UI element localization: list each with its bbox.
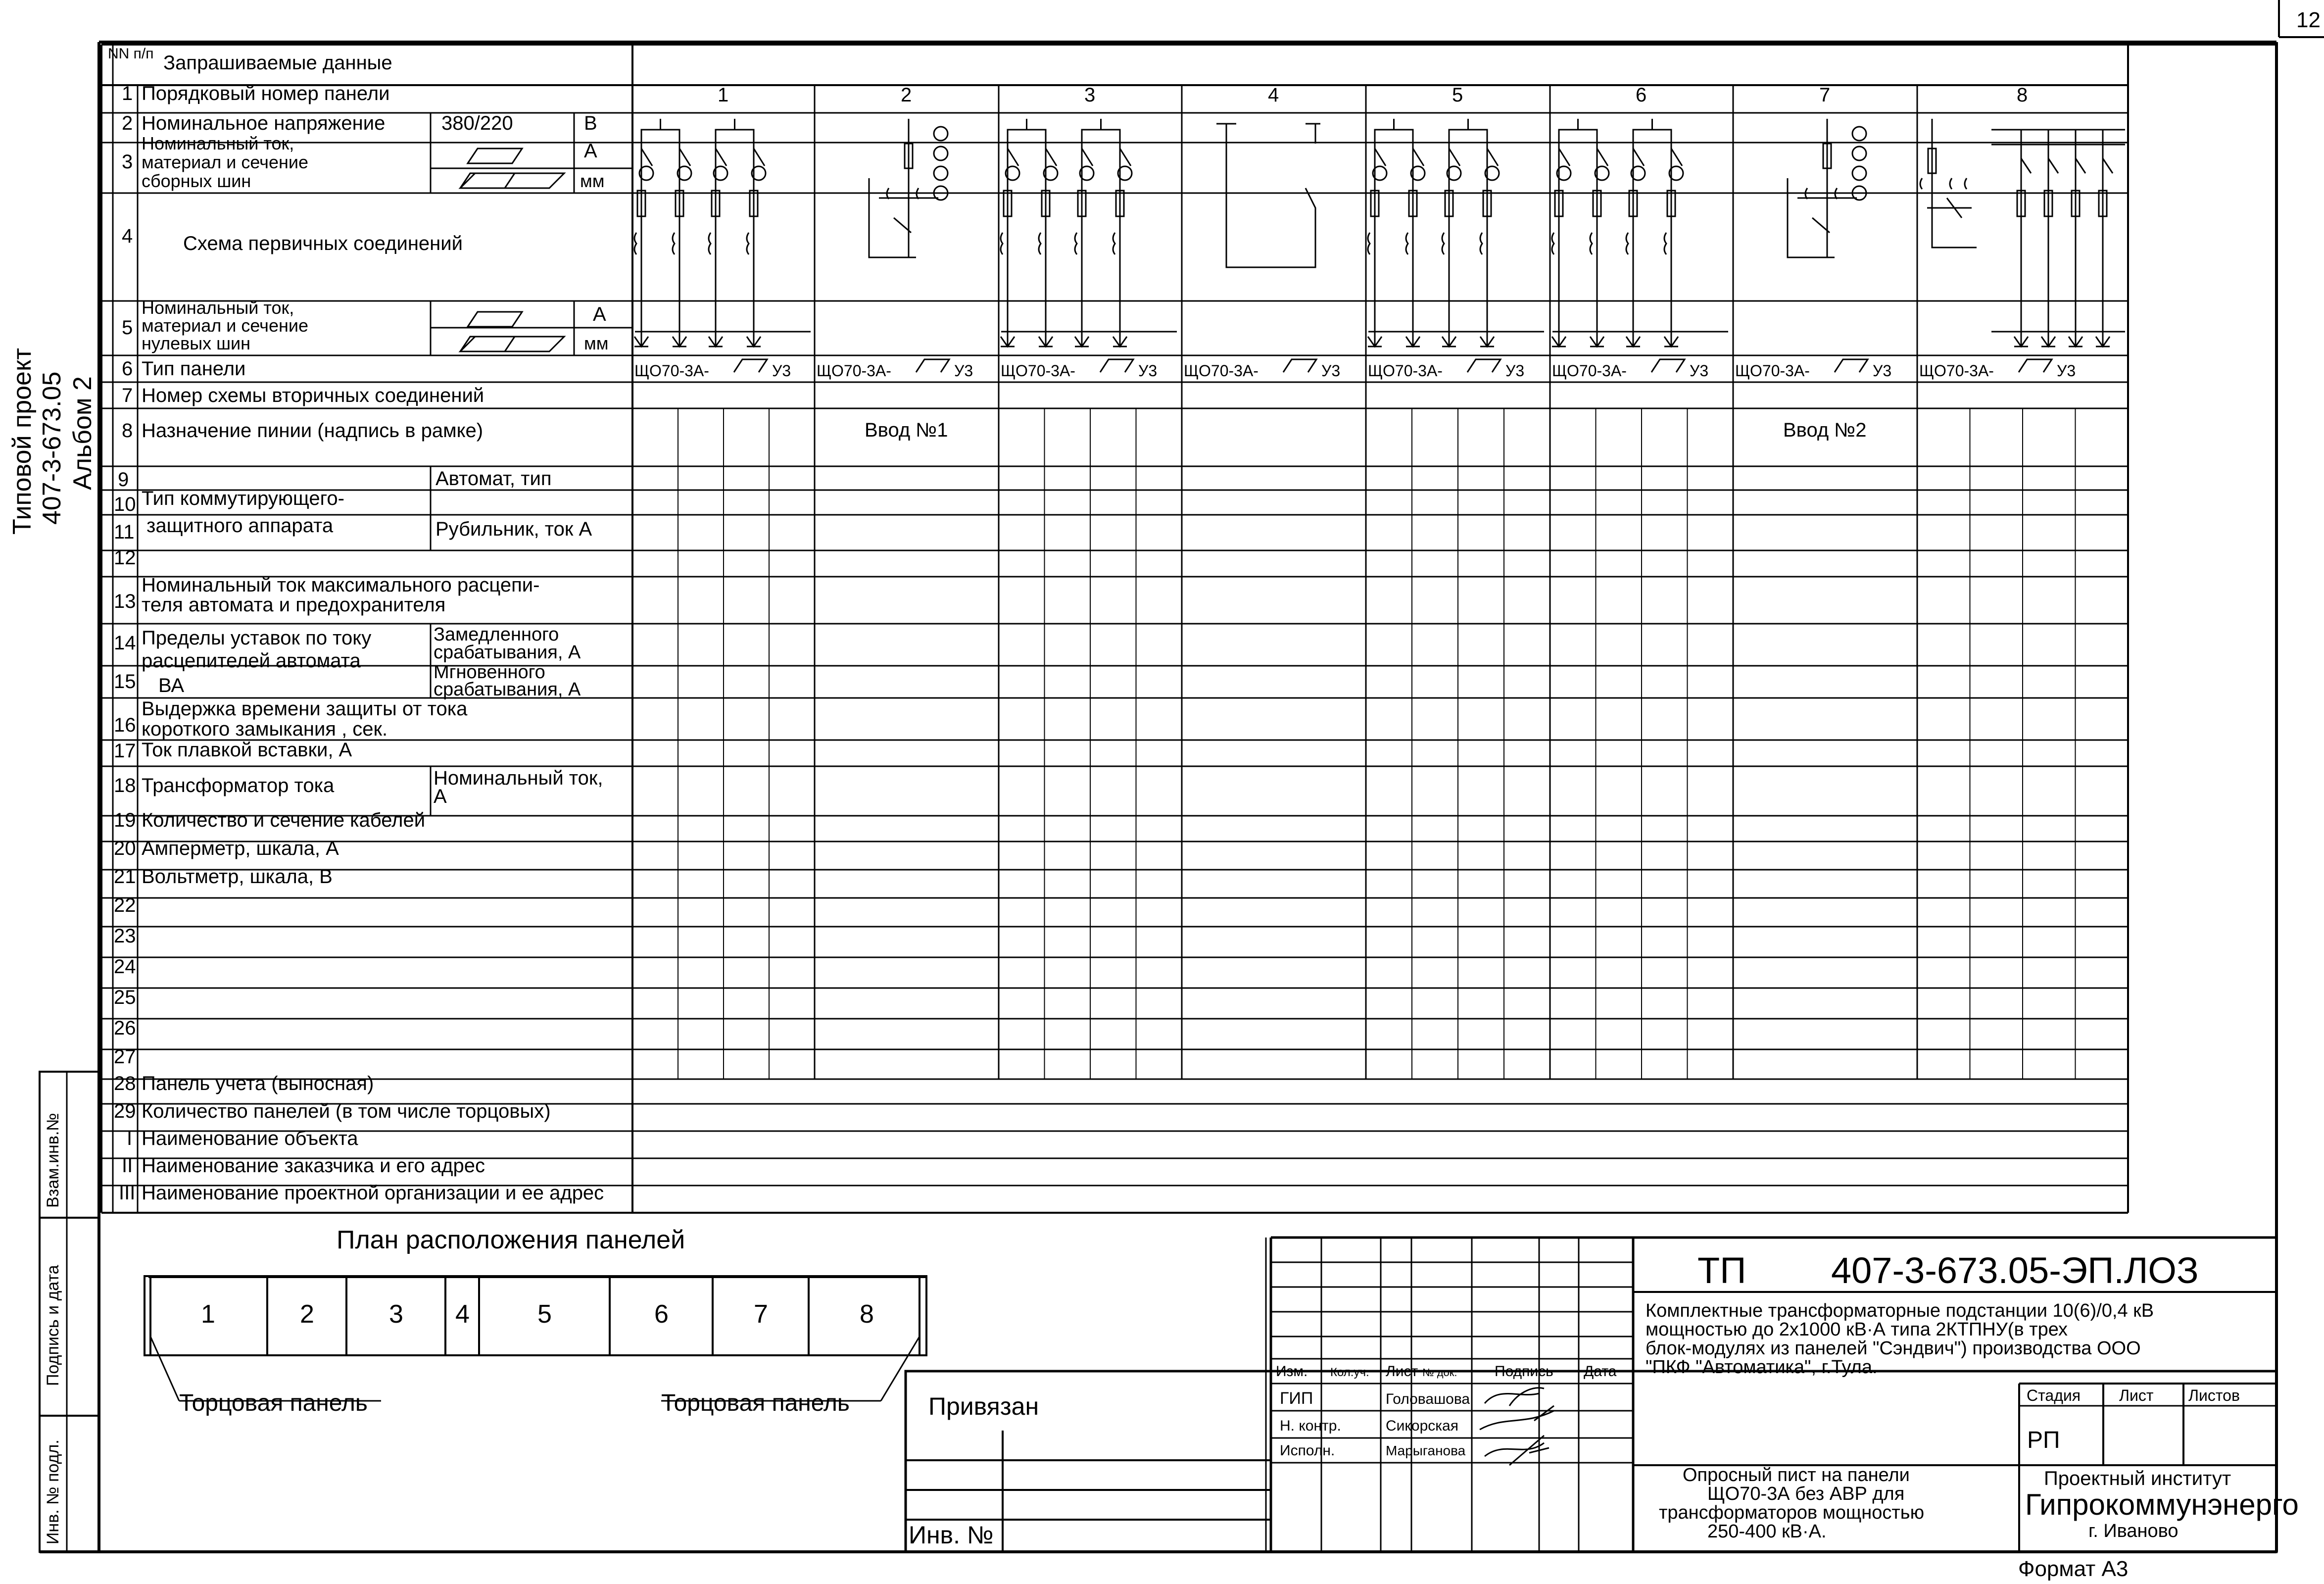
row-label: нулевых шин [142, 333, 250, 353]
table-header: Запрашиваемые данные [163, 52, 392, 74]
panel-u3: У3 [2057, 362, 2076, 380]
grid-line [2021, 158, 2031, 173]
stamp-stage-value: РП [2027, 1427, 2060, 1453]
type-slot [734, 359, 767, 372]
plan-cell: 8 [860, 1300, 874, 1329]
grid-line [1375, 148, 1386, 166]
ct-icon [1664, 233, 1666, 254]
page-number: 12 [2296, 8, 2321, 32]
plan-title: План расположения панелей [337, 1226, 685, 1254]
leader-line [881, 1336, 920, 1401]
voltmeter-icon [934, 127, 948, 141]
row-label: Тип панели [142, 358, 246, 380]
grid-line [1046, 148, 1057, 166]
row-number: 22 [114, 894, 136, 916]
stamp-tp: ТП [1697, 1250, 1746, 1291]
grid-line [716, 148, 726, 166]
row-label: ВА [158, 675, 185, 696]
bus-bracket [1633, 119, 1671, 148]
bus-bracket [641, 119, 679, 148]
panel-u3: У3 [1505, 362, 1525, 380]
type-slot [1467, 359, 1501, 372]
ct-icon [1075, 233, 1077, 254]
grid-line [1413, 148, 1424, 166]
ct-icon [1001, 233, 1003, 254]
panel-number: 1 [718, 84, 729, 106]
panel-number: 6 [1636, 84, 1647, 106]
bus-bracket [1375, 119, 1413, 148]
role-gip: ГИП [1280, 1389, 1313, 1408]
row-label: Наименование объекта [142, 1128, 358, 1149]
panel-u3: У3 [1321, 362, 1341, 380]
grid-line [2048, 158, 2058, 173]
row-label: Количество панелей (в том числе торцовых) [142, 1100, 551, 1122]
row-label: сборных шин [142, 171, 251, 191]
sub-label: А [434, 786, 447, 807]
row-number: 2 [122, 112, 133, 134]
panel-type: ЩО70-3А- [1552, 362, 1627, 380]
row-number: 5 [122, 317, 133, 339]
bus-bracket [1008, 119, 1046, 148]
grid-line [1633, 148, 1644, 166]
input-box [468, 148, 522, 163]
unit-a: А [593, 303, 606, 325]
stamp-code: 407-3-673.05-ЭП.ЛОЗ [1831, 1250, 2199, 1291]
plan-cell: 3 [389, 1300, 403, 1329]
row-label: расцепителей автомата [142, 650, 361, 672]
side-podpis-data: Подпись и дата [44, 1265, 62, 1386]
row-number: 13 [114, 591, 136, 612]
side-vzam: Взам.инв.№ [44, 1113, 62, 1208]
ct-icon [634, 233, 636, 254]
unit-mm: мм [584, 333, 609, 353]
row-label: короткого замыкания , сек. [142, 718, 388, 740]
row-number: 3 [122, 151, 133, 173]
row-label: защитного аппарата [146, 515, 334, 537]
row-label: Выдержка времени защиты от тока [142, 698, 468, 720]
row-label: Количество и сечение кабелей [142, 809, 426, 831]
stamp-desc2: мощностью до 2х1000 кВ·А типа 2КТПНУ(в трех [1646, 1319, 2068, 1340]
row-number: 15 [114, 671, 136, 693]
unit-mm: мм [580, 171, 605, 191]
grid-line [1597, 148, 1608, 166]
col-podpis: Подпись [1495, 1363, 1553, 1380]
panel-type: ЩО70-3А- [1919, 362, 1994, 380]
panel-u3: У3 [1690, 362, 1709, 380]
stamp-stadiya: Стадия [2027, 1386, 2081, 1404]
row-number: 20 [114, 838, 136, 859]
row-label: Пределы уставок по току [142, 627, 372, 649]
stamp-desc4: "ПКФ "Автоматика", г.Тула. [1646, 1357, 1878, 1378]
panel-number: 7 [1819, 84, 1831, 106]
plan-cell: 7 [754, 1300, 768, 1329]
ct-icon [1480, 233, 1482, 254]
row-number: 16 [114, 714, 136, 736]
row-number: 6 [122, 358, 133, 380]
voltmeter-icon [1852, 127, 1866, 141]
plan-right-label: Торцовая панель [661, 1390, 850, 1416]
row-label: материал и сечение [142, 315, 308, 336]
panel-u3: У3 [1873, 362, 1892, 380]
stamp-desc1: Комплектные трансформаторные подстанции 10(6)/0,4 кВ [1646, 1300, 2154, 1321]
bus-bracket [1559, 119, 1597, 148]
row-label: Номинальное напряжение [142, 112, 386, 134]
name-ispoln: Марыганова [1386, 1443, 1466, 1458]
bus-bracket [1082, 119, 1120, 148]
stamp-doc1: Опросный пист на панели [1683, 1465, 1910, 1485]
panel-number: 2 [901, 84, 912, 106]
grid-line [1487, 148, 1498, 166]
leader-line [150, 1336, 179, 1401]
grid-line [1559, 148, 1570, 166]
plan-left-label: Торцовая панель [179, 1390, 368, 1416]
stamp-inst1: Проектный институт [2044, 1468, 2231, 1489]
grid-line [1449, 148, 1460, 166]
panel-purpose: Ввод №2 [1783, 419, 1867, 441]
panel-type: ЩО70-3А- [1184, 362, 1259, 380]
ct-icon [1590, 233, 1592, 254]
ammeter-icon [1852, 147, 1866, 160]
row-number: II [122, 1155, 133, 1177]
stamp-inv: Инв. № [909, 1521, 994, 1549]
sub-label: Рубильник, ток А [436, 518, 592, 540]
stamp-inst2: Гипрокоммунэнерго [2025, 1488, 2299, 1521]
grid-line [1008, 148, 1018, 166]
grid-line [679, 148, 690, 166]
row-label: Панель учета (выносная) [142, 1073, 374, 1094]
panel-type: ЩО70-3А- [1001, 362, 1075, 380]
grid-line [1082, 148, 1093, 166]
row-label: Порядковый номер панели [142, 83, 390, 104]
row-number: 11 [114, 521, 135, 543]
stamp-inst3: г. Иваново [2088, 1521, 2179, 1541]
ct-icon [1406, 233, 1408, 254]
panel-type: ЩО70-3А- [817, 362, 891, 380]
row-label: Наименование проектной организации и ее адрес [142, 1182, 604, 1204]
row-label: Схема первичных соединений [183, 233, 463, 254]
stamp-doc4: 250-400 кВ·А. [1707, 1521, 1827, 1542]
col-list: Лист [1386, 1363, 1418, 1380]
voltage-value: 380/220 [441, 112, 513, 134]
row-number: 24 [114, 956, 136, 978]
row-number: 9 [118, 469, 129, 491]
ct-icon [673, 233, 675, 254]
grid-line [641, 148, 652, 166]
row-number: 21 [114, 866, 136, 888]
row-number: III [119, 1182, 136, 1204]
plan-cell: 4 [455, 1300, 470, 1329]
row-number: 17 [114, 740, 136, 762]
panel-purpose: Ввод №1 [865, 419, 948, 441]
stamp-privyazan: Привязан [928, 1392, 1039, 1420]
row-number: 26 [114, 1017, 136, 1039]
side-project-line1: Типовой проект [8, 347, 37, 535]
type-slot [1651, 359, 1685, 372]
stamp-list: Лист [2119, 1386, 2154, 1404]
nn-header: NN п/п [108, 46, 154, 62]
role-ispoln: Исполн. [1280, 1442, 1335, 1459]
plan-cell: 2 [300, 1300, 314, 1329]
row-number: 29 [114, 1100, 136, 1122]
plan-cell: 6 [654, 1300, 669, 1329]
type-slot [1283, 359, 1316, 372]
row-number: 1 [122, 83, 133, 104]
type-slot [1100, 359, 1133, 372]
type-slot [916, 359, 949, 372]
ct-icon [1552, 233, 1554, 254]
role-nkontr: Н. контр. [1280, 1418, 1341, 1434]
panel-u3: У3 [1138, 362, 1158, 380]
ammeter-icon [934, 166, 948, 180]
col-izm: Изм. [1276, 1363, 1308, 1380]
sub-label: Замедленного [434, 624, 559, 645]
sub-label: Номинальный ток, [434, 767, 603, 789]
ct-icon [709, 233, 711, 254]
row-label: материал и сечение [142, 152, 308, 172]
stamp-format: Формат А3 [2018, 1557, 2129, 1581]
input-box [460, 337, 564, 351]
grid-line [2103, 158, 2113, 173]
row-label: теля автомата и предохранителя [142, 594, 446, 616]
row-number: 23 [114, 925, 136, 947]
row-number: 28 [114, 1073, 136, 1094]
row-label: Вольтметр, шкала, В [142, 866, 333, 888]
row-number: I [127, 1128, 133, 1149]
plan-cell: 1 [201, 1300, 215, 1329]
name-nkontr: Сикорская [1386, 1418, 1458, 1434]
sub-label: срабатывания, А [434, 642, 581, 663]
type-slot [1835, 359, 1868, 372]
grid-line [2076, 158, 2085, 173]
sub-label: Автомат, тип [436, 468, 552, 490]
panel-u3: У3 [954, 362, 973, 380]
switch-icon [1927, 119, 1977, 248]
panel-u3: У3 [772, 362, 791, 380]
signatures [1480, 1388, 1554, 1465]
row-number: 25 [114, 987, 136, 1008]
stamp-desc3: блок-модулях из панелей "Сэндвич") производства ООО [1646, 1338, 2141, 1359]
ct-icon [1039, 233, 1041, 254]
ct-icon [1920, 178, 1967, 189]
row-label: Тип коммутирующего- [142, 488, 344, 509]
row-label: Номер схемы вторичных соединений [142, 385, 484, 406]
grid-line [754, 148, 765, 166]
row-number: 18 [114, 775, 136, 796]
type-slot [2019, 359, 2052, 372]
voltage-unit: В [584, 112, 597, 134]
sub-label: Мгновенного [434, 662, 545, 683]
ct-icon [1626, 233, 1628, 254]
row-label: Номинальный ток, [142, 133, 294, 153]
ct-icon [1442, 233, 1444, 254]
row-label: Амперметр, шкала, А [142, 838, 339, 859]
bus-bracket [716, 119, 754, 148]
row-number: 10 [114, 494, 136, 515]
sectional-switch-icon [1216, 124, 1320, 267]
row-label: Номинальный ток, [142, 297, 294, 318]
side-album: Альбом 2 [68, 376, 97, 490]
ammeter-icon [1852, 166, 1866, 180]
panel-type: ЩО70-3А- [1368, 362, 1443, 380]
row-number: 8 [122, 420, 133, 442]
col-ndok: № док. [1422, 1366, 1457, 1379]
name-gip: Головашова [1386, 1391, 1470, 1407]
panel-type: ЩО70-3А- [1735, 362, 1810, 380]
panel-type: ЩО70-3А- [634, 362, 709, 380]
row-number: 27 [114, 1046, 136, 1068]
row-label: Трансформатор тока [142, 775, 335, 796]
input-box [468, 312, 522, 327]
unit-a: А [584, 140, 597, 162]
plan-cell: 5 [537, 1300, 552, 1329]
sub-label: срабатывания, А [434, 679, 581, 700]
row-label: Ток плавкой вставки, А [142, 739, 352, 761]
col-data: Дата [1584, 1363, 1617, 1380]
stamp-doc2: ЩО70-3А без АВР для [1707, 1484, 1905, 1504]
row-number: 12 [114, 547, 136, 569]
row-label: Назначение пинии (надпись в рамке) [142, 420, 484, 442]
col-koluch: Кол.уч. [1330, 1366, 1369, 1379]
row-number: 4 [122, 225, 133, 247]
panel-number: 3 [1084, 84, 1096, 106]
ammeter-icon [934, 147, 948, 160]
grid-line [1120, 148, 1131, 166]
panel-number: 4 [1268, 84, 1279, 106]
row-label: Наименование заказчика и его адрес [142, 1155, 485, 1177]
stamp-doc3: трансформаторов мощностью [1659, 1502, 1925, 1523]
panel-number: 5 [1452, 84, 1463, 106]
stamp-listov: Листов [2188, 1386, 2240, 1404]
row-label: Номинальный ток максимального расцепи- [142, 574, 540, 596]
row-number: 19 [114, 809, 136, 831]
side-project-line2: 407-3-673.05 [38, 371, 66, 525]
row-number: 14 [114, 632, 136, 654]
ct-icon [1113, 233, 1115, 254]
grid-line [1671, 148, 1682, 166]
input-box [460, 173, 564, 188]
bus-bracket [1449, 119, 1487, 148]
panel-number: 8 [2017, 84, 2028, 106]
ct-icon [747, 233, 749, 254]
side-inv-podl: Инв. № подл. [44, 1439, 62, 1544]
ct-icon [1368, 233, 1370, 254]
row-number: 7 [122, 385, 133, 406]
